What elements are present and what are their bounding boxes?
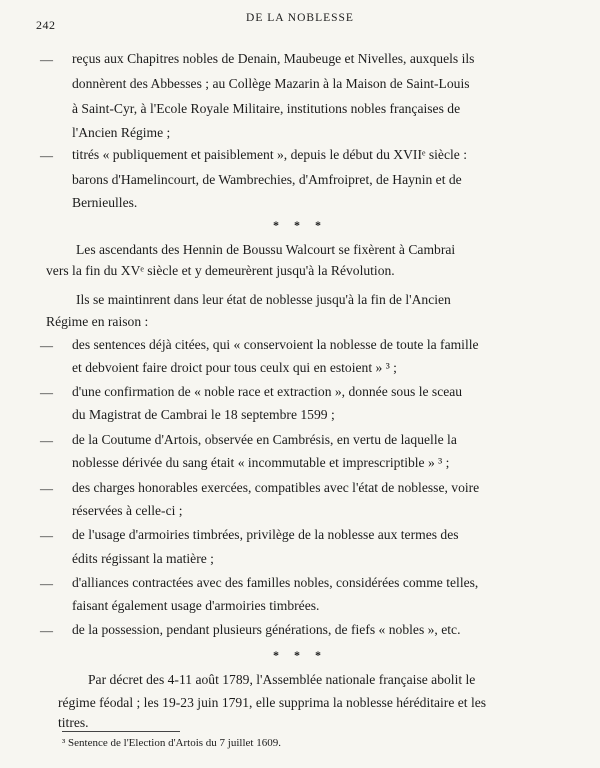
section-separator: * * * xyxy=(273,218,327,232)
page-number: 242 xyxy=(36,18,56,32)
list-item-line: faisant également usage d'armoiries timbrées. xyxy=(72,598,320,613)
list-dash: — xyxy=(40,148,53,163)
paragraph-line: Par décret des 4-11 août 1789, l'Assemblée nationale française abolit le xyxy=(88,672,476,687)
list-item-line: l'Ancien Régime ; xyxy=(72,125,171,140)
list-item-line: de l'usage d'armoiries timbrées, privilège de la noblesse aux termes des xyxy=(72,527,459,542)
list-dash: — xyxy=(40,481,53,496)
list-item-line: du Magistrat de Cambrai le 18 septembre 1599 ; xyxy=(72,407,335,422)
list-item-line: réservées à celle-ci ; xyxy=(72,503,183,518)
list-item-line: de la Coutume d'Artois, observée en Cambrésis, en vertu de laquelle la xyxy=(72,432,457,447)
list-item-line: Bernieulles. xyxy=(72,195,138,210)
list-item-line: barons d'Hamelincourt, de Wambrechies, d'Amfroipret, de Haynin et de xyxy=(72,172,462,187)
list-item-line: d'alliances contractées avec des familles nobles, considérées comme telles, xyxy=(72,575,479,590)
list-item-line: de la possession, pendant plusieurs générations, de fiefs « nobles », etc. xyxy=(72,622,461,637)
list-item-line: donnèrent des Abbesses ; au Collège Mazarin à la Maison de Saint-Louis xyxy=(72,76,470,91)
list-item-line: titrés « publiquement et paisiblement », depuis le début du XVIIᵉ siècle : xyxy=(72,147,467,162)
list-dash: — xyxy=(40,433,53,448)
section-separator: * * * xyxy=(273,648,327,662)
paragraph-line: vers la fin du XVᵉ siècle et y demeurèrent jusqu'à la Révolution. xyxy=(46,263,395,278)
list-dash: — xyxy=(40,623,53,638)
paragraph-line: Les ascendants des Hennin de Boussu Walcourt se fixèrent à Cambrai xyxy=(76,242,456,257)
list-item-line: des charges honorables exercées, compatibles avec l'état de noblesse, voire xyxy=(72,480,480,495)
list-item-line: édits régissant la matière ; xyxy=(72,551,214,566)
running-title: DE LA NOBLESSE xyxy=(246,12,354,24)
list-item-line: d'une confirmation de « noble race et extraction », donnée sous le sceau xyxy=(72,384,463,399)
list-dash: — xyxy=(40,528,53,543)
list-dash: — xyxy=(40,338,53,353)
footnote-rule xyxy=(62,731,180,732)
footnote: ³ Sentence de l'Election d'Artois du 7 juillet 1609. xyxy=(62,737,281,749)
list-dash: — xyxy=(40,52,53,67)
list-item-line: noblesse dérivée du sang était « incommutable et imprescriptible » ³ ; xyxy=(72,455,450,470)
list-dash: — xyxy=(40,385,53,400)
paragraph-line: Ils se maintinrent dans leur état de noblesse jusqu'à la fin de l'Ancien xyxy=(76,292,451,307)
paragraph-line: Régime en raison : xyxy=(46,314,149,329)
list-dash: — xyxy=(40,576,53,591)
paragraph-line: titres. xyxy=(58,715,89,730)
list-item-line: et debvoient faire droict pour tous ceulx qui en estoient » ³ ; xyxy=(72,360,397,375)
list-item-line: reçus aux Chapitres nobles de Denain, Maubeuge et Nivelles, auxquels ils xyxy=(72,51,475,66)
list-item-line: des sentences déjà citées, qui « conservoient la noblesse de toute la famille xyxy=(72,337,479,352)
paragraph-line: régime féodal ; les 19-23 juin 1791, elle supprima la noblesse héréditaire et les xyxy=(58,695,487,710)
list-item-line: à Saint-Cyr, à l'Ecole Royale Militaire, institutions nobles françaises de xyxy=(72,101,461,116)
